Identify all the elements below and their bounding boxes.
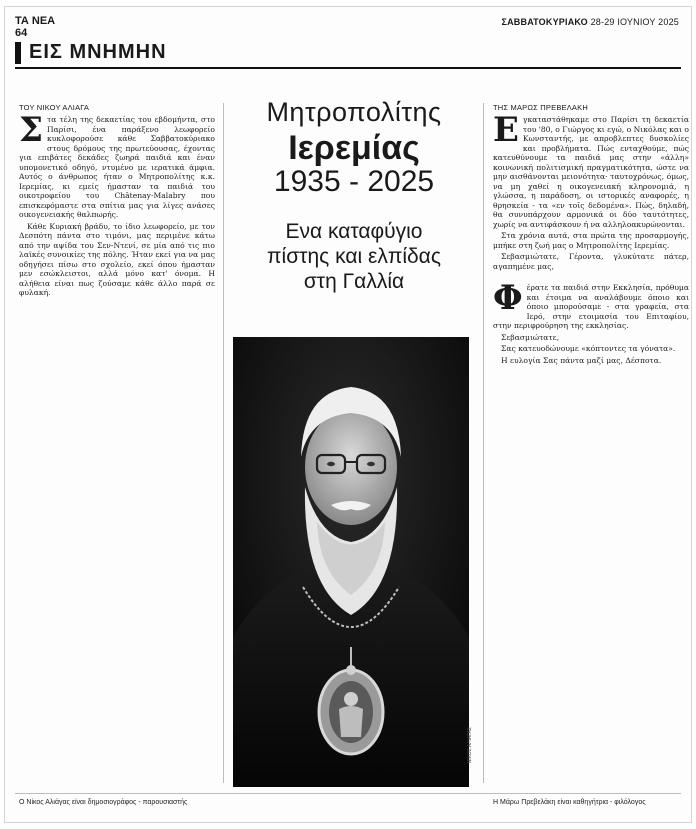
right-byline: ΤΗΣ ΜΑΡΩΣ ΠΡΕΒΕΛΑΚΗ xyxy=(493,103,588,112)
left-paragraph-1-text: τα τέλη της δεκαετίας του εβδομήντα, στο Παρίσι, ένα παράξενο λεωφορείο κυκλοφορούσε κάθε Σαββατοκύριακο στους δρόμους της πρωτεύουσας, έχοντας για επιβάτες δεκάδες ζωηρά παιδιά και έναν υπομονετικό οδηγό, ντυμένο με ιερατικά άμφια. Αυτός ο άνθρωπος ήταν ο Μητροπολίτης κ.κ. Ιερεμίας, κι εμείς ήμασταν τα παιδιά του οικοτροφείου του Châtenay-Malabry που επισκεφόμαστε στα σπίτια μας για λίγες ανάσες οικογενειακής θαλπωρής. xyxy=(19,115,215,219)
headline-years: 1935 - 2025 xyxy=(273,165,435,198)
subtitle-line-3: στη Γαλλία xyxy=(303,270,405,293)
logo-text: ΤΑ ΝΕΑ xyxy=(15,15,56,27)
newspaper-page xyxy=(4,6,692,823)
page-number: 64 xyxy=(15,27,28,39)
left-paragraph-2: Κάθε Κυριακή βράδυ, το ίδιο λεωφορείο, με τον Δεσπότη πάντα στο τιμόνι, μας περιμένε κάτω από την αψίδα του Σεν-Ντενί, σε μία από τις πιο λαϊκές συνοικίες της πόλης. Ήταν εκεί για να μας οδηγήσει πίσω στο σχολείο, εκεί όπου ήμασταν μεν εσώκλειστοι, αλλά μόνο κατ' όνομα. Η αλήθεια είναι πως ζούσαμε κάθε άλλο παρά σε φυλακή. xyxy=(19,221,215,297)
right-article xyxy=(493,115,689,779)
left-paragraph-1 xyxy=(19,115,215,220)
left-article xyxy=(19,115,215,779)
left-byline: ΤΟΥ ΝΙΚΟΥ ΑΛΙΑΓΑ xyxy=(19,103,90,112)
photo-credit: ΝΙΚΟΣ ΑΛΙΑΓΑΣ xyxy=(467,727,473,764)
headline-name: Ιερεμίας xyxy=(288,129,420,167)
right-paragraph-1 xyxy=(493,115,689,229)
newspaper-logo xyxy=(15,15,55,39)
column-divider-left xyxy=(223,103,224,783)
issue-date xyxy=(502,17,680,27)
right-paragraph-7: Η ευλογία Σας πάντα μαζί μας, Δέσποτα. xyxy=(501,355,662,365)
right-author-note: Η Μάρω Πρεβελάκη είναι καθηγήτρια - φιλόλογος xyxy=(493,799,646,806)
left-dropcap: Σ xyxy=(19,115,44,150)
section-marker xyxy=(15,42,21,64)
headline-line-1: Μητροπολίτης xyxy=(266,97,442,127)
left-author-note: Ο Νίκος Αλιάγας είναι δημοσιογράφος - παρουσιαστής xyxy=(19,799,188,806)
section-header xyxy=(15,41,167,64)
column-divider-right xyxy=(483,103,484,783)
right-dropcap: Ε xyxy=(493,115,519,150)
portrait-photo xyxy=(233,337,469,787)
header-rule xyxy=(15,67,681,69)
section-title: ΕΙΣ ΜΝΗΜΗΝ xyxy=(29,41,167,63)
portrait-illustration xyxy=(233,337,469,787)
subtitle-line-2: πίστης και ελπίδας xyxy=(267,245,441,268)
issue-day: ΣΑΒΒΑΤΟΚΥΡΙΑΚΟ xyxy=(501,17,588,27)
right-dropcap-2: Φ xyxy=(493,278,523,318)
subtitle xyxy=(233,219,475,294)
right-paragraph-1-text: γκαταστάθηκαμε στο Παρίσι τη δεκαετία του '80, ο Γιώργος κι εγώ, ο Νικόλας και ο Κωνσταντής, με απροβλεπτες δυσκολίες και προβλήματα. Πώς ενταχθούμε, πώς κατευθύνουμε τα παιδιά μας στην «άλλη» κοινωνική πολιτισμική πραγματικότητα, ώστε να μην αισθάνονται μειονότητα· ταυτοχρόνως, όμως, να μη χαθεί η οικογενειακή κληρονομιά, η γλώσσα, η παράδοση, οι ιστορικές αναφορές, η θρησκεία - τα «εν τοῖς δεδομένα». Πώς, δηλαδή, θα συνυπάρχουν αρμονικά οι δύο ταυτότητες, χωρίς να αντιφάσκουν ή να αλληλοακυρώνονται. xyxy=(493,115,689,229)
right-paragraph-3: Σεβασμιώτατε, Γέροντα, γλυκύτατε πάτερ, αγαπημένε μας, xyxy=(493,252,689,271)
subtitle-line-1: Ενα καταφύγιο xyxy=(285,220,423,243)
right-paragraph-4 xyxy=(493,278,689,331)
right-paragraph-2: Στα χρόνια αυτά, στα πρώτα της προσαρμογής, μπήκε στη ζωή μας ο Μητροπολίτης Ιερεμίας. xyxy=(493,231,689,250)
right-paragraph-4-text: έρατε τα παιδιά στην Εκκλησία, πρόθυμα και έτοιμα να αναλάβουμε όποιο και όποιο μπορούσαμε - στα γραφεία, στα Ιερό, στην ετοιμασία του Επιταφίου, στην περιφρούρηση της εκκλησίας. xyxy=(493,283,689,330)
right-paragraph-5: Σεβασμιώτατε, xyxy=(501,332,559,342)
issue-date-text: 28-29 ΙΟΥΝΙΟΥ 2025 xyxy=(590,17,679,27)
right-paragraph-6: Σας κατευοδώνουμε «κόπτοντες τα γόνατα». xyxy=(501,344,676,353)
footer-rule xyxy=(15,793,681,794)
